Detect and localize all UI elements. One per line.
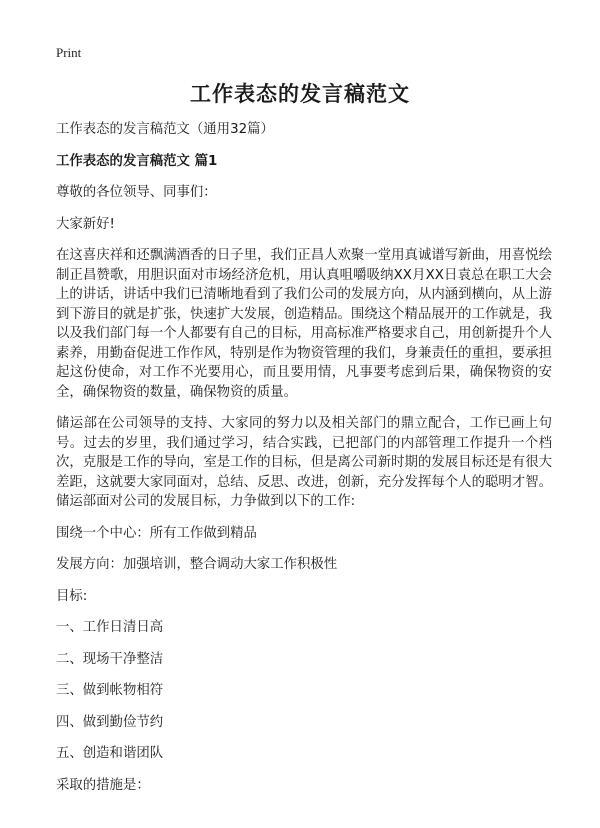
print-link[interactable]: Print — [56, 45, 82, 60]
document-subtitle: 工作表态的发言稿范文（通用32篇） — [56, 122, 274, 137]
goal-item: 五、创造和谐团队 — [56, 746, 164, 761]
goal-item: 三、做到帐物相符 — [56, 683, 164, 698]
greeting-line: 尊敬的各位领导、同事们： — [56, 185, 217, 200]
document-body — [56, 120, 552, 807]
direction-line: 发展方向：加强培训，整合调动大家工作积极性 — [56, 557, 338, 572]
measures-label: 采取的措施是： — [56, 777, 150, 793]
goal-item: 一、工作日清日高 — [56, 620, 164, 635]
center-line: 围绕一个中心：所有工作做到精品 — [56, 525, 257, 541]
body-paragraph-2: 储运部在公司领导的支持、大家同的努力以及相关部门的鼎立配合，工作已画上句号。过去的岁里，我们通过学习，结合实践，已把部门的内部管理工作提升一个档次，克服是工作的导向，室是工作的目标，但是离公司新时期的发展目标还是有很大差距，这就要大家同面对，总结、反思、改进，创新，充分发挥每个人的聪明才智。储运部面对公司的发展目标，力争做到以下的工作: — [56, 416, 552, 509]
goals-label: 目标: — [56, 588, 88, 604]
section-heading: 工作表态的发言稿范文 篇1 — [56, 153, 218, 169]
goal-item: 四、做到勤俭节约 — [56, 714, 164, 730]
body-paragraph-1: 在这喜庆祥和还飘满酒香的日子里，我们正昌人欢聚一堂用真诚谱写新曲，用喜悦绘制正昌赞歌，用胆识面对市场经济危机，用认真咀嚼吸纳XX月XX日袁总在职工大会上的讲话，讲话中我们已清晰地看到了我们公司的发展方向，从内涵到横向，从上游到下游目的就是扩张，快速扩大发展，创造精品。围绕这个精品展开的工作就是，我以及我们部门每一个人都要有自己的目标，用高标准严格要求自己，用创新提升个人素养，用勤奋促进工作作风，特别是作为物资管理的我们，身兼责任的重担，要承担起这份使命，对工作不光要用心，而且要用情，凡事要考虑到后果，确保物资的安全，确保物资的数量，确保物资的质量。 — [56, 248, 552, 400]
page-title: 工作表态的发言稿范文 — [190, 82, 410, 106]
goal-item: 二、现场干净整洁 — [56, 651, 164, 667]
hello-line: 大家新好! — [56, 216, 115, 232]
